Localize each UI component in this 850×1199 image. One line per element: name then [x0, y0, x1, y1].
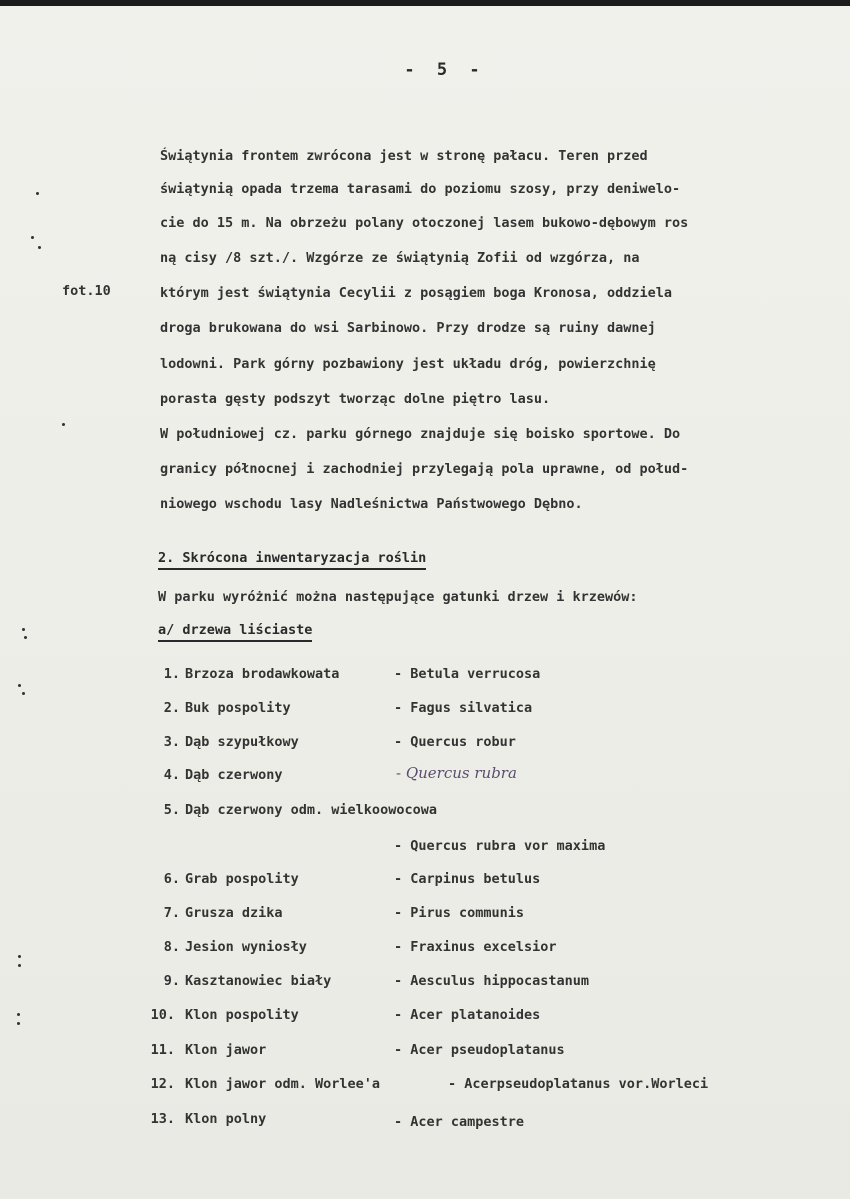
paragraph-line: W południowej cz. parku górnego znajduje się boisko sportowe. Do	[160, 426, 681, 442]
latin-name: - Aesculus hippocastanum	[394, 973, 590, 989]
paragraph-line: świątynią opada trzema tarasami do poziomu szosy, przy deniwelo-	[160, 181, 681, 197]
item-number: 5.	[163, 802, 180, 818]
item-number: 1.	[163, 666, 180, 682]
polish-name: Grusza dzika	[185, 905, 283, 921]
page-number: - 5 -	[404, 60, 486, 80]
latin-name: - Pirus communis	[394, 905, 525, 921]
latin-name: - Quercus robur	[394, 734, 516, 750]
item-number: 3.	[163, 734, 180, 750]
paragraph-line: droga brukowana do wsi Sarbinowo. Przy drodze są ruiny dawnej	[160, 320, 656, 336]
polish-name: Dąb szypułkowy	[185, 734, 299, 750]
photo-reference: fot.10	[62, 283, 111, 299]
paragraph-line: porasta gęsty podszyt tworząc dolne piętro lasu.	[160, 391, 551, 407]
scan-speck	[18, 684, 21, 687]
scan-speck	[22, 692, 25, 695]
subheading: a/ drzewa liściaste	[158, 622, 312, 642]
polish-name: Klon jawor odm. Worlee'a	[185, 1076, 381, 1092]
paragraph-line: lodowni. Park górny pozbawiony jest układu dróg, powierzchnię	[160, 356, 656, 372]
scan-speck	[22, 628, 25, 631]
polish-name: Klon polny	[185, 1111, 267, 1127]
latin-name-handwritten: - Quercus rubra	[396, 764, 517, 782]
section-heading: 2. Skrócona inwentaryzacja roślin	[158, 550, 426, 570]
item-number: 7.	[163, 905, 180, 921]
latin-name: - Carpinus betulus	[394, 871, 541, 887]
latin-name: - Acer campestre	[394, 1114, 525, 1130]
latin-name: - Acer platanoides	[394, 1007, 541, 1023]
polish-name: Dąb czerwony odm. wielkoowocowa	[185, 802, 437, 818]
latin-name: - Acerpseudoplatanus vor.Worleci	[448, 1076, 709, 1092]
latin-name: - Fagus silvatica	[394, 700, 533, 716]
polish-name: Grab pospolity	[185, 871, 299, 887]
scan-speck	[62, 423, 65, 426]
paragraph-line: ną cisy /8 szt./. Wzgórze ze świątynią Zofii od wzgórza, na	[160, 250, 640, 266]
item-number: 4.	[163, 767, 180, 783]
polish-name: Jesion wyniosły	[185, 939, 307, 955]
paragraph-line: granicy północnej i zachodniej przylegają pola uprawne, od połud-	[160, 461, 689, 477]
scan-speck	[36, 192, 39, 195]
polish-name: Klon pospolity	[185, 1007, 299, 1023]
scan-speck	[24, 636, 27, 639]
latin-name: - Fraxinus excelsior	[394, 939, 557, 955]
intro-line: W parku wyróżnić można następujące gatunki drzew i krzewów:	[158, 589, 638, 605]
item-number: 8.	[163, 939, 180, 955]
polish-name: Brzoza brodawkowata	[185, 666, 340, 682]
item-number: 9.	[163, 973, 180, 989]
latin-name: - Betula verrucosa	[394, 666, 541, 682]
paragraph-line: niowego wschodu lasy Nadleśnictwa Państwowego Dębno.	[160, 496, 583, 512]
latin-name: - Quercus rubra vor maxima	[394, 838, 606, 854]
scan-speck	[17, 1013, 20, 1016]
item-number: 12.	[150, 1076, 175, 1092]
scan-top-edge	[0, 0, 850, 6]
item-number: 13.	[150, 1111, 175, 1127]
paragraph-line: Świątynia frontem zwrócona jest w stronę pałacu. Teren przed	[160, 148, 648, 164]
polish-name: Dąb czerwony	[185, 767, 283, 783]
scan-speck	[38, 246, 41, 249]
scan-speck	[17, 1022, 20, 1025]
polish-name: Klon jawor	[185, 1042, 267, 1058]
item-number: 2.	[163, 700, 180, 716]
item-number: 11.	[150, 1042, 175, 1058]
item-number: 6.	[163, 871, 180, 887]
paragraph-line: cie do 15 m. Na obrzeżu polany otoczonej lasem bukowo-dębowym ros	[160, 215, 689, 231]
polish-name: Buk pospolity	[185, 700, 291, 716]
scan-speck	[18, 955, 21, 958]
polish-name: Kasztanowiec biały	[185, 973, 332, 989]
item-number: 10.	[150, 1007, 175, 1023]
scan-speck	[18, 964, 21, 967]
latin-name: - Acer pseudoplatanus	[394, 1042, 565, 1058]
scan-speck	[31, 236, 34, 239]
paragraph-line: którym jest świątynia Cecylii z posągiem boga Kronosa, oddziela	[160, 285, 673, 301]
